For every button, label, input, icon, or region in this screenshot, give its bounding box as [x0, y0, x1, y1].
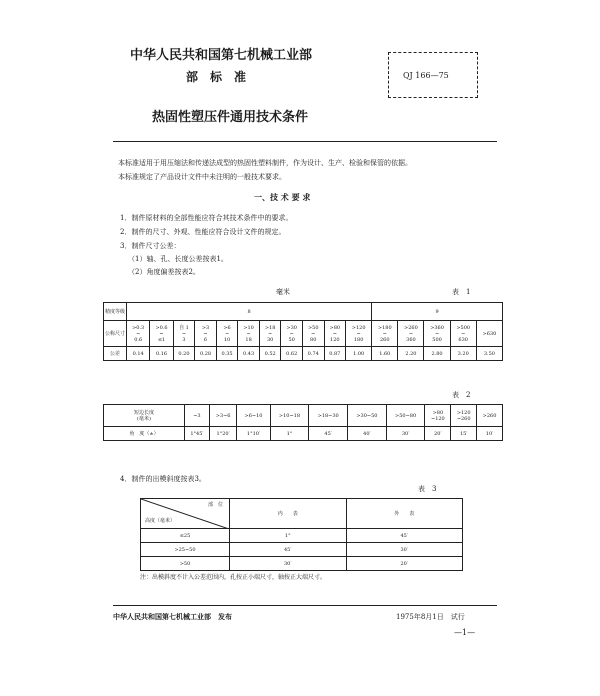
t1-size-range: >630 — [476, 321, 502, 347]
footer-date: 1975年8月1日 试行 — [396, 613, 465, 621]
t3-row-height: >25~50 — [141, 543, 230, 557]
t2-length-range: >30~50 — [348, 405, 387, 427]
t3-corner-bottom: 高度（毫米） — [145, 518, 176, 524]
t1-tolerance: 0.28 — [195, 347, 217, 361]
t1-size-range: >10 ~ 18 — [238, 321, 260, 347]
t1-tolerance: 0.43 — [238, 347, 260, 361]
t3-row-inner: 1° — [230, 529, 347, 543]
t2-angle-value: 45′ — [309, 427, 348, 441]
t1-size-header: 公称尺寸 — [104, 321, 127, 347]
draft-angle-table — [140, 498, 463, 571]
t3-col-inner: 内 表 — [230, 499, 347, 529]
ministry-name: 中华人民共和国第七机械工业部 — [130, 48, 313, 63]
t3-row-outer: 30′ — [346, 543, 463, 557]
t3-corner-top: 部 位 — [207, 502, 223, 508]
t1-size-range: >260 ~ 360 — [398, 321, 424, 347]
footer-issuer: 中华人民共和国第七机械工业部 发布 — [113, 612, 232, 621]
tolerance-table — [103, 302, 503, 361]
standard-label: 部 标 准 — [186, 70, 247, 84]
t2-angle-value: 1°20′ — [209, 427, 237, 441]
t1-tolerance: 0.16 — [150, 347, 173, 361]
t2-length-range: >18~30 — [309, 405, 348, 427]
table3-caption: 表 3 — [418, 485, 437, 493]
t1-tolerance: 0.35 — [216, 347, 238, 361]
item-3-1: （1）轴、孔、长度公差按表1。 — [128, 255, 228, 263]
t2-angle-value: 40′ — [348, 427, 387, 441]
t1-tolerance: 3.50 — [476, 347, 502, 361]
t1-size-range: >500 ~ 630 — [450, 321, 476, 347]
t2-row-label: 角 度（±） — [104, 427, 185, 441]
item-1: 1．制件原材料的全部性能应符合其技术条件中的要求。 — [120, 214, 293, 222]
t3-row-outer: 45′ — [346, 529, 463, 543]
table1-caption: 表 1 — [452, 288, 471, 296]
item-3: 3．制件尺寸公差： — [120, 242, 181, 250]
t1-size-range: >18 ~ 30 — [259, 321, 281, 347]
t2-length-range: >6~10 — [237, 405, 270, 427]
t1-size-range: >120 ~ 180 — [346, 321, 372, 347]
t1-size-range: >3 ~ 6 — [195, 321, 217, 347]
t2-angle-value: 1°45′ — [185, 427, 210, 441]
table3-note: 注：出模斜度不计入公差范围内，孔按正小端尺寸，轴按正大端尺寸。 — [140, 574, 327, 581]
t2-angle-value: 1° — [270, 427, 309, 441]
t1-size-range: 自 1 ~ 3 — [173, 321, 195, 347]
standard-code: QJ 166—75 — [403, 71, 449, 80]
t1-size-range: >180 ~ 260 — [372, 321, 398, 347]
t2-angle-value: 20′ — [425, 427, 451, 441]
t1-size-range: >50 ~ 80 — [302, 321, 324, 347]
t1-tol-header: 公差 — [104, 347, 127, 361]
t3-row-inner: 30′ — [230, 557, 347, 571]
t1-size-range: >0.3 ~ 0.6 — [127, 321, 150, 347]
t1-grade-9: 9 — [372, 303, 503, 321]
t2-angle-value: 10′ — [477, 427, 503, 441]
t1-tolerance: 2.80 — [424, 347, 450, 361]
t1-size-range: >80 ~ 120 — [324, 321, 346, 347]
t2-length-range: ~3 — [185, 405, 210, 427]
section-title: 一、技 术 要 求 — [254, 192, 311, 202]
t1-tolerance: 1.60 — [372, 347, 398, 361]
t1-size-range: >30 ~ 50 — [281, 321, 303, 347]
item-2: 2．制件的尺寸、外观、性能应符合设计文件的规定。 — [120, 228, 286, 236]
t2-length-range: >10~18 — [270, 405, 309, 427]
t3-row-outer: 20′ — [346, 557, 463, 571]
angle-table — [103, 404, 503, 441]
t2-length-range: >50~80 — [386, 405, 425, 427]
t2-length-range: >120 ~260 — [451, 405, 477, 427]
item-3-2: （2）角度偏差按表2。 — [128, 268, 200, 276]
t2-length-range: >260 — [477, 405, 503, 427]
t3-row-height: >50 — [141, 557, 230, 571]
t1-size-range: >6 ~ 10 — [216, 321, 238, 347]
t3-corner-cell — [141, 499, 230, 529]
intro-line-2: 本标准规定了产品设计文件中未注明的一般技术要求。 — [118, 173, 286, 181]
t1-tolerance: 1.00 — [346, 347, 372, 361]
t3-row-inner: 45′ — [230, 543, 347, 557]
t1-tolerance: 0.14 — [127, 347, 150, 361]
document-title: 热固性塑压件通用技术条件 — [152, 110, 309, 125]
t2-length-range: >80 ~120 — [425, 405, 451, 427]
t2-angle-value: 1°10′ — [237, 427, 270, 441]
code-box — [388, 52, 478, 98]
item-4: 4．制件的出模斜度按表3。 — [120, 475, 206, 483]
t1-tolerance: 3.20 — [450, 347, 476, 361]
t2-angle-value: 15′ — [451, 427, 477, 441]
t2-header-label: 短边长度 (毫米) — [104, 405, 185, 427]
intro-line-1: 本标准适用于用压缩法和传递法成型的热固性塑料制件，作为设计、生产、检验和保管的依据。 — [118, 159, 412, 167]
t2-length-range: >3~6 — [209, 405, 237, 427]
header-rule — [113, 141, 497, 142]
footer-rule — [113, 605, 497, 606]
t3-row-height: ≤25 — [141, 529, 230, 543]
t1-tolerance: 0.52 — [259, 347, 281, 361]
t1-tolerance: 0.87 — [324, 347, 346, 361]
table2-caption: 表 2 — [452, 391, 471, 399]
table1-unit: 毫米 — [276, 288, 290, 296]
t2-angle-value: 30′ — [386, 427, 425, 441]
t1-tolerance: 2.20 — [398, 347, 424, 361]
t1-size-range: >0.6 ~ ≤1 — [150, 321, 173, 347]
t1-grade-8: 8 — [127, 303, 372, 321]
t1-tolerance: 0.62 — [281, 347, 303, 361]
t1-grade-header: 精度等级 — [104, 303, 127, 321]
t1-size-range: >360 ~ 500 — [424, 321, 450, 347]
t3-col-outer: 外 表 — [346, 499, 463, 529]
page-number: —1— — [454, 628, 476, 637]
t1-tolerance: 0.20 — [173, 347, 195, 361]
t1-tolerance: 0.74 — [302, 347, 324, 361]
